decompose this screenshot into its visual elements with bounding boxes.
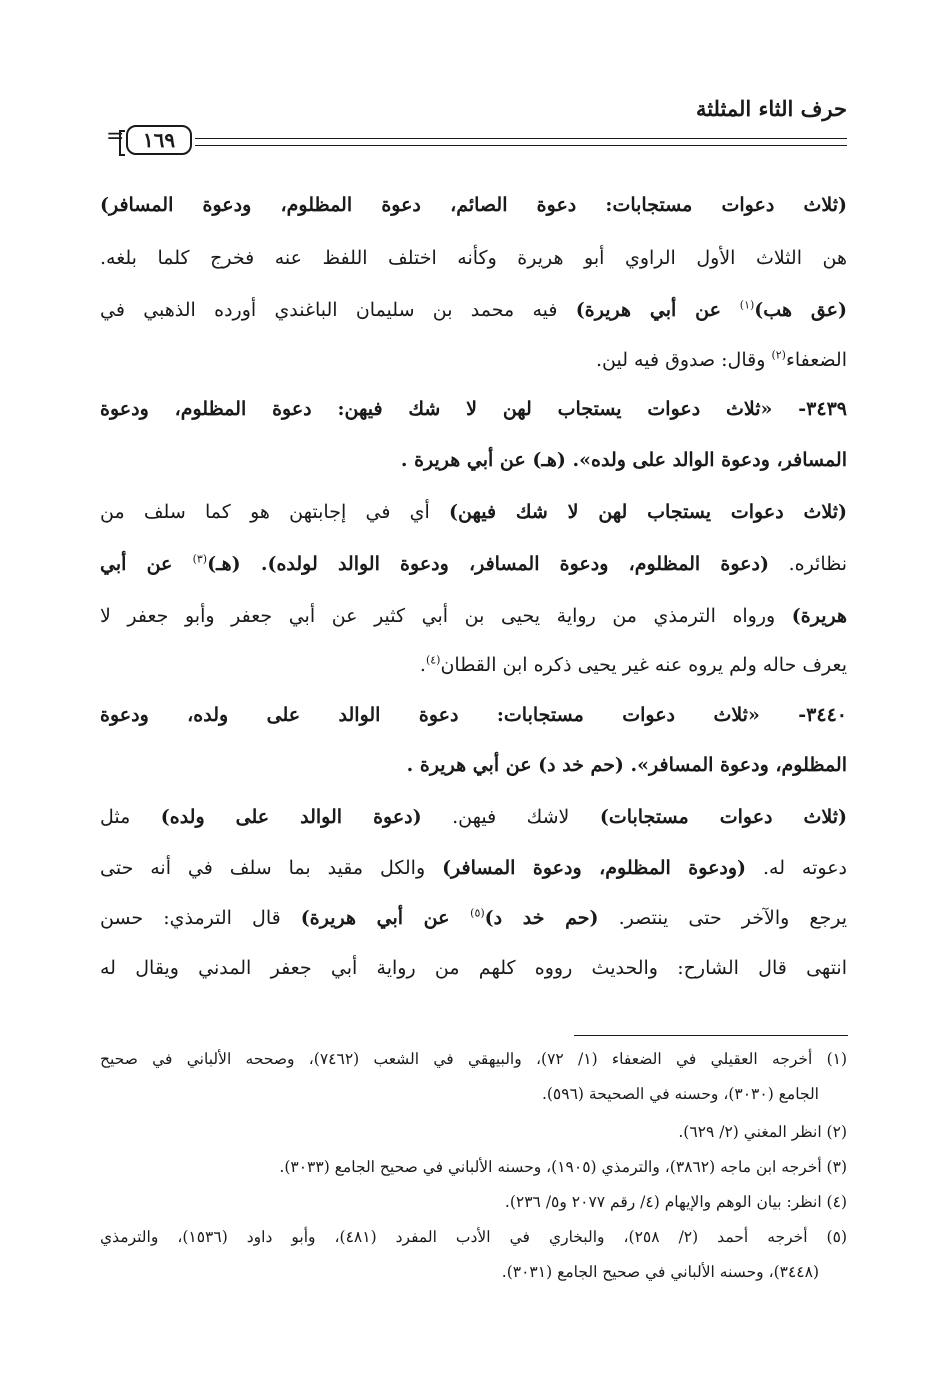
- hadith-text: المسافر، ودعوة الوالد على ولده». (هـ) عن أبي هريرة .: [400, 449, 847, 471]
- quoted-matn: (دعوة الوالد على ولده): [160, 806, 422, 828]
- footnote-text: (٣٤٤٨)، وحسنه الألباني في صحيح الجامع (٣٠٣١).: [501, 1263, 819, 1281]
- body-line-8: [100, 645, 847, 685]
- hadith-3440-line-2: [100, 745, 847, 785]
- body-line-10: [100, 848, 847, 888]
- footnote-text: (٤) انظر: بيان الوهم والإيهام (٤/ رقم ٢٠٧٧ و٥/ ٢٣٦).: [504, 1193, 847, 1211]
- body-line-1: [100, 185, 847, 225]
- text-span: ورواه الترمذي من رواية يحيى بن أبي كثير عن أبي جعفر وأبو جعفر لا: [100, 605, 792, 627]
- quoted-matn: (دعوة المظلوم، ودعوة المسافر، ودعوة الوالد لولده). (هـ): [207, 553, 769, 575]
- text-span: (ثلاث دعوات مستجابات: دعوة الصائم، دعوة المظلوم، ودعوة المسافر): [100, 194, 847, 216]
- text-span: قال الترمذي: حسن: [100, 907, 301, 929]
- footnote-1-line-1: [100, 1045, 847, 1073]
- text-span: دعوته له.: [746, 857, 847, 879]
- body-line-2: [100, 238, 847, 278]
- quoted-matn: (ودعوة المظلوم، ودعوة المسافر): [442, 857, 747, 879]
- body-line-6: [100, 544, 847, 584]
- source-code: (حم خد د): [484, 907, 599, 929]
- hadith-text: «ثلاث دعوات مستجابات: دعوة الوالد على ولده، ودعوة: [100, 704, 760, 726]
- header-ornament: =: [106, 124, 125, 149]
- footnote-ref: (٤): [425, 653, 441, 667]
- footnote-2: [100, 1118, 847, 1146]
- text-span: نظائره.: [768, 553, 847, 575]
- page-number-bracket: [119, 130, 125, 156]
- text-span: .: [419, 654, 426, 676]
- narrator: عن أبي: [100, 553, 193, 575]
- text-span: الضعفاء: [785, 349, 847, 371]
- text-span: يرجع والآخر حتى ينتصر.: [598, 907, 847, 929]
- footnote-separator: [574, 1035, 848, 1036]
- footnote-text: (٣) أخرجه ابن ماجه (٣٨٦٢)، والترمذي (١٩٠٥)، وحسنه الألباني في صحيح الجامع (٣٠٣٣).: [279, 1158, 847, 1176]
- body-line-9: [100, 797, 847, 837]
- text-span: يعرف حاله ولم يروه عنه غير يحيى ذكره ابن القطان: [440, 654, 847, 676]
- quoted-matn: (ثلاث دعوات يستجاب لهن لا شك فيهن): [449, 501, 847, 523]
- text-span: مثل: [100, 806, 161, 828]
- running-header-title: حرف الثاء المثلثة: [695, 96, 847, 121]
- footnote-ref: (١): [739, 298, 755, 312]
- footnote-ref: (٥): [470, 906, 485, 920]
- body-line-4: [100, 340, 847, 380]
- quoted-matn: (ثلاث دعوات مستجابات): [599, 806, 847, 828]
- hadith-3439-line-2: [100, 440, 847, 480]
- hadith-3439-line-1: [100, 389, 847, 429]
- hadith-text: المظلوم، ودعوة المسافر». (حم خد د) عن أبي هريرة .: [406, 754, 847, 776]
- body-line-3: [100, 290, 847, 330]
- footnote-text: الجامع (٣٠٣٠)، وحسنه في الصحيحة (٥٩٦).: [541, 1085, 819, 1103]
- footnote-text: (٢) انظر المغني (٢/ ٦٢٩).: [678, 1123, 847, 1141]
- text-span: أي في إجابتهن هو كما سلف من: [100, 501, 450, 523]
- source-code: (عق هب): [754, 299, 847, 321]
- body-line-12: [100, 948, 847, 988]
- footnote-5-line-2: [100, 1258, 819, 1286]
- body-line-5: [100, 492, 847, 532]
- footnote-text: (٥) أخرجه أحمد (٢/ ٢٥٨)، والبخاري في الأدب المفرد (٤٨١)، وأبو داود (١٥٣٦)، والترمذي: [100, 1228, 847, 1246]
- text-span: فيه محمد بن سليمان الباغندي أورده الذهبي في: [100, 299, 576, 321]
- narrator: هريرة): [791, 605, 847, 627]
- hadith-number: ٣٤٤٠-: [759, 704, 847, 726]
- footnote-5-line-1: [100, 1223, 847, 1251]
- hadith-text: «ثلاث دعوات يستجاب لهن لا شك فيهن: دعوة المظلوم، ودعوة: [100, 398, 773, 420]
- page-number: ١٦٩: [126, 125, 192, 155]
- narrator: عن أبي هريرة): [575, 299, 740, 321]
- footnote-text: (١) أخرجه العقيلي في الضعفاء (١/ ٧٢)، والبيهقي في الشعب (٧٤٦٢)، وصححه الألباني في صحيح: [100, 1050, 847, 1068]
- body-line-11: [100, 898, 847, 938]
- narrator: عن أبي هريرة): [300, 907, 471, 929]
- footnote-4: [100, 1188, 847, 1216]
- text-span: لاشك فيهن.: [421, 806, 600, 828]
- hadith-3440-line-1: [100, 695, 847, 735]
- text-span: هن الثلاث الأول الراوي أبو هريرة وكأنه اختلف اللفظ عنه فخرج كلما بلغه.: [100, 247, 847, 269]
- hadith-number: ٣٤٣٩-: [772, 398, 847, 420]
- footnote-ref: (٣): [192, 552, 208, 566]
- header-rule-bottom: [195, 145, 847, 146]
- footnote-3: [100, 1153, 847, 1181]
- text-span: والكل مقيد بما سلف في أنه حتى: [100, 857, 443, 879]
- body-line-7: [100, 596, 847, 636]
- footnote-ref: (٢): [771, 348, 786, 362]
- footnote-1-line-2: [100, 1080, 819, 1108]
- header-rule-top: [195, 138, 847, 139]
- text-span: انتهى قال الشارح: والحديث رووه كلهم من رواية أبي جعفر المدني ويقال له: [100, 957, 847, 979]
- text-span: وقال: صدوق فيه لين.: [595, 349, 772, 371]
